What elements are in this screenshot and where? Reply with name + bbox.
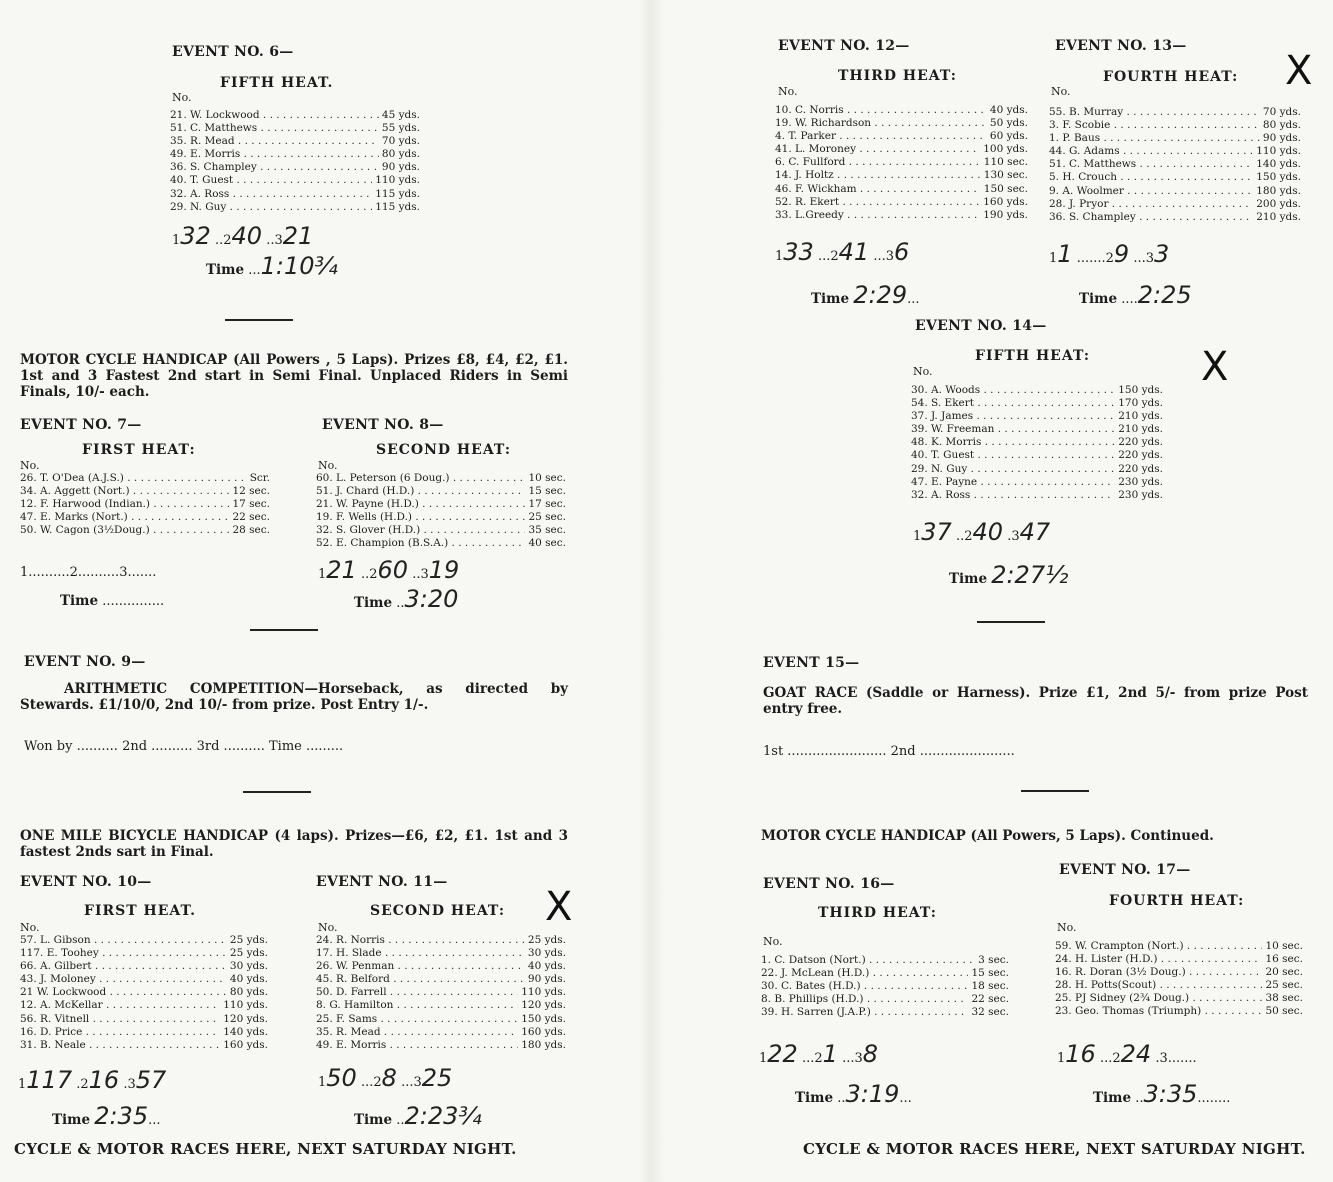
event-17-third: .......: [1167, 1051, 1197, 1066]
entry-row: 50. W. Cagon (3½Doug.) . . . 28 sec.: [20, 524, 270, 537]
event-8-time: Time ..3:20: [354, 585, 459, 613]
entry-row: 32. A. Ross . . . 115 yds.: [170, 188, 420, 201]
event-9-results-line: Won by .......... 2nd .......... 3rd .......... Time .........: [24, 739, 344, 754]
entry-row: 32. A. Ross . . . 230 yds.: [911, 489, 1163, 502]
entry-row: 32. S. Glover (H.D.) . . . 35 sec.: [316, 524, 566, 537]
entry-row: 37. J. James . . . 210 yds.: [911, 410, 1163, 423]
entry-row: 10. C. Norris . . . 40 yds.: [775, 104, 1028, 117]
event-11-third: 25: [421, 1064, 453, 1092]
event-11-second: 8: [381, 1064, 397, 1092]
entry-row: 34. A. Aggett (Nort.) . . . 12 sec.: [20, 485, 270, 498]
event-10-third: 57: [135, 1066, 167, 1094]
entry-row: 30. A. Woods . . . 150 yds.: [911, 384, 1163, 397]
event-12-second: 41: [838, 238, 870, 266]
event-10-no-label: No.: [20, 921, 40, 934]
entry-row: 29. N. Guy . . . 115 yds.: [170, 201, 420, 214]
event-11-heat: SECOND HEAT:: [370, 903, 506, 919]
event-10-time: Time 2:35...: [52, 1102, 161, 1130]
event-17-time: Time ..3:35........: [1093, 1080, 1231, 1108]
event-12-heat: THIRD HEAT:: [838, 68, 957, 84]
event-16-second: 1: [822, 1040, 838, 1068]
event-17-entries: [1055, 940, 1303, 1019]
event-11-places: 150 ...28 ...325: [318, 1064, 453, 1092]
event-16-heat: THIRD HEAT:: [818, 905, 937, 921]
entry-row: 3. F. Scobie . . . 80 yds.: [1049, 119, 1301, 132]
event-16-entries: [761, 954, 1009, 1019]
entry-row: 52. E. Champion (B.S.A.) . . . 40 sec.: [316, 537, 566, 550]
entry-row: 39. W. Freeman . . . 210 yds.: [911, 423, 1163, 436]
event-13-time: Time ....2:25: [1079, 281, 1192, 309]
event-8-time-value: 3:20: [404, 585, 459, 613]
entry-row: 43. J. Moloney . . . 40 yds.: [20, 973, 268, 986]
event-17-time-value: 3:35: [1143, 1080, 1198, 1108]
event-14-first: 37: [921, 518, 952, 546]
entry-row: 56. R. Vitnell . . . 120 yds.: [20, 1013, 268, 1026]
event-10-heat: FIRST HEAT.: [84, 903, 197, 919]
event-14-no-label: No.: [913, 365, 933, 378]
entry-row: 49. E. Morris . . . 180 yds.: [316, 1039, 566, 1052]
entry-row: 16. D. Price . . . 140 yds.: [20, 1026, 268, 1039]
event-16-title: EVENT NO. 16—: [763, 876, 895, 892]
entry-row: 57. L. Gibson . . . 25 yds.: [20, 934, 268, 947]
event-12-third: 6: [894, 238, 910, 266]
entry-row: 19. F. Wells (H.D.) . . . 25 sec.: [316, 511, 566, 524]
entry-row: 52. R. Ekert . . . 160 yds.: [775, 196, 1028, 209]
event-9-description: ARITHMETIC COMPETITION—Horseback, as directed by Stewards. £1/10/0, 2nd 10/- from prize. Post Entry 1/-.: [20, 681, 568, 713]
event-13-title: EVENT NO. 13—: [1055, 38, 1187, 54]
event-17-heat: FOURTH HEAT:: [1109, 893, 1245, 909]
event-8-third: 19: [428, 556, 460, 584]
event-14-third: 47: [1019, 518, 1051, 546]
event-15-title: EVENT 15—: [763, 655, 860, 671]
event-12-places: 133 ...241 ...36: [775, 238, 910, 266]
event-8-second: 60: [377, 556, 409, 584]
cross-mark: X: [545, 884, 573, 930]
entry-row: 4. T. Parker . . . 60 yds.: [775, 130, 1028, 143]
footer-notice: CYCLE & MOTOR RACES HERE, NEXT SATURDAY NIGHT.: [803, 1140, 1306, 1158]
entry-row: 40. T. Guest . . . 220 yds.: [911, 449, 1163, 462]
event-12-time: Time 2:29...: [811, 281, 920, 309]
event-6-title: EVENT NO. 6—: [172, 44, 294, 60]
event-13-third: 3: [1154, 240, 1170, 268]
event-13-entries: [1049, 106, 1301, 224]
event-14-heat: FIFTH HEAT:: [975, 348, 1091, 364]
event-6-time-value: 1:10¾: [260, 252, 338, 280]
entry-row: 48. K. Morris . . . 220 yds.: [911, 436, 1163, 449]
entry-row: 12. A. McKellar . . . 110 yds.: [20, 999, 268, 1012]
entry-row: 25. F. Sams . . . 150 yds.: [316, 1013, 566, 1026]
event-10-time-value: 2:35: [94, 1102, 149, 1130]
event-13-time-value: 2:25: [1137, 281, 1192, 309]
event-6-heat: FIFTH HEAT.: [220, 75, 334, 91]
entry-row: 14. J. Holtz . . . 130 sec.: [775, 169, 1028, 182]
entry-row: 35. R. Mead . . . 70 yds.: [170, 135, 420, 148]
event-13-no-label: No.: [1051, 85, 1071, 98]
entry-row: 50. D. Farrell . . . 110 yds.: [316, 986, 566, 999]
event-6-entries: [170, 109, 420, 214]
event-7-no-label: No.: [20, 459, 40, 472]
event-13-heat: FOURTH HEAT:: [1103, 69, 1239, 85]
event-12-time-value: 2:29: [853, 281, 908, 309]
event-15-results-line: 1st ........................ 2nd .......................: [763, 744, 1015, 759]
right-page: [665, 0, 1333, 1182]
event-14-time-value: 2:27½: [991, 561, 1069, 589]
event-13-first: 1: [1057, 240, 1073, 268]
entry-row: 21. W. Lockwood . . . 45 yds.: [170, 109, 420, 122]
event-16-time-value: 3:19: [845, 1080, 900, 1108]
motor-cycle-continued-header: MOTOR CYCLE HANDICAP (All Powers, 5 Laps). Continued.: [761, 828, 1214, 844]
entry-row: 8. G. Hamilton . . . 120 yds.: [316, 999, 566, 1012]
divider: [225, 319, 293, 321]
entry-row: 47. E. Payne . . . 230 yds.: [911, 476, 1163, 489]
entry-row: 33. L.Greedy . . . 190 yds.: [775, 209, 1028, 222]
event-7-places: 1..........2..........3.......: [20, 565, 157, 580]
entry-row: 51. J. Chard (H.D.) . . . 15 sec.: [316, 485, 566, 498]
entry-row: 41. L. Moroney . . . 100 yds.: [775, 143, 1028, 156]
event-12-entries: [775, 104, 1028, 222]
event-11-title: EVENT NO. 11—: [316, 874, 448, 890]
entry-row: 55. B. Murray . . . 70 yds.: [1049, 106, 1301, 119]
event-17-second: 24: [1120, 1040, 1152, 1068]
entry-row: 39. H. Sarren (J.A.P.) . . . 32 sec.: [761, 1006, 1009, 1019]
event-10-places: 1117 .216 .357: [18, 1066, 167, 1094]
event-6-no-label: No.: [172, 91, 192, 104]
event-10-title: EVENT NO. 10—: [20, 874, 152, 890]
entry-row: 29. N. Guy . . . 220 yds.: [911, 463, 1163, 476]
entry-row: 51. C. Matthews . . . 55 yds.: [170, 122, 420, 135]
bicycle-handicap-header: ONE MILE BICYCLE HANDICAP (4 laps). Prizes—£6, £2, £1. 1st and 3 fastest 2nds sart in Final.: [20, 828, 568, 860]
event-7-entries: [20, 472, 270, 537]
event-7-heat: FIRST HEAT:: [82, 442, 196, 458]
event-17-title: EVENT NO. 17—: [1059, 862, 1191, 878]
divider: [243, 791, 311, 793]
event-8-entries: [316, 472, 566, 551]
event-12-no-label: No.: [778, 85, 798, 98]
entry-row: 66. A. Gilbert . . . 30 yds.: [20, 960, 268, 973]
event-15-description: GOAT RACE (Saddle or Harness). Prize £1, 2nd 5/- from prize Post entry free.: [763, 685, 1308, 717]
event-11-time-value: 2:23¾: [404, 1102, 482, 1130]
event-12-first: 33: [783, 238, 814, 266]
page-fold: [640, 0, 665, 1182]
event-6-third: 21: [282, 222, 314, 250]
event-11-no-label: No.: [318, 921, 338, 934]
event-7-title: EVENT NO. 7—: [20, 417, 142, 433]
entry-row: 23. Geo. Thomas (Triumph) . . . 50 sec.: [1055, 1005, 1303, 1018]
divider: [250, 629, 318, 631]
entry-row: 54. S. Ekert . . . 170 yds.: [911, 397, 1163, 410]
entry-row: 19. W. Richardson . . . 50 yds.: [775, 117, 1028, 130]
entry-row: 8. B. Phillips (H.D.) . . . 22 sec.: [761, 993, 1009, 1006]
event-8-title: EVENT NO. 8—: [322, 417, 444, 433]
motor-cycle-handicap-header: MOTOR CYCLE HANDICAP (All Powers , 5 Laps). Prizes £8, £4, £2, £1. 1st and 3 Fastest 2nd start in Semi Final. Unplaced Riders in Semi Finals, 10/- each.: [20, 352, 568, 400]
event-9-title: EVENT NO. 9—: [24, 654, 146, 670]
divider: [1021, 790, 1089, 792]
event-14-title: EVENT NO. 14—: [915, 318, 1047, 334]
entry-row: 22. J. McLean (H.D.) . . . 15 sec.: [761, 967, 1009, 980]
event-8-heat: SECOND HEAT:: [376, 442, 512, 458]
event-17-places: 116 ...224 .3.......: [1057, 1040, 1197, 1068]
entry-row: 24. R. Norris . . . 25 yds.: [316, 934, 566, 947]
entry-row: 117. E. Toohey . . . 25 yds.: [20, 947, 268, 960]
event-11-first: 50: [326, 1064, 357, 1092]
event-10-second: 16: [88, 1066, 120, 1094]
event-17-first: 16: [1065, 1040, 1096, 1068]
entry-row: 36. S. Champley . . . 90 yds.: [170, 161, 420, 174]
entry-row: 59. W. Crampton (Nort.) . . . 10 sec.: [1055, 940, 1303, 953]
entry-row: 31. B. Neale . . . 160 yds.: [20, 1039, 268, 1052]
entry-row: 5. H. Crouch . . . 150 yds.: [1049, 171, 1301, 184]
event-16-first: 22: [767, 1040, 798, 1068]
entry-row: 1. P. Baus . . . 90 yds.: [1049, 132, 1301, 145]
entry-row: 35. R. Mead . . . 160 yds.: [316, 1026, 566, 1039]
event-16-time: Time ..3:19...: [795, 1080, 912, 1108]
entry-row: 36. S. Champley . . . 210 yds.: [1049, 211, 1301, 224]
footer-notice: CYCLE & MOTOR RACES HERE, NEXT SATURDAY NIGHT.: [14, 1140, 517, 1158]
entry-row: 40. T. Guest . . . 110 yds.: [170, 174, 420, 187]
entry-row: 21. W. Payne (H.D.) . . . 17 sec.: [316, 498, 566, 511]
event-6-places: 132 ..240 ..321: [172, 222, 314, 250]
entry-row: 12. F. Harwood (Indian.) . . . 17 sec.: [20, 498, 270, 511]
event-16-no-label: No.: [763, 935, 783, 948]
event-11-entries: [316, 934, 566, 1052]
entry-row: 45. R. Belford . . . 90 yds.: [316, 973, 566, 986]
event-14-places: 137 ..240 .347: [913, 518, 1051, 546]
event-16-places: 122 ...21 ...38: [759, 1040, 879, 1068]
entry-row: 1. C. Datson (Nort.) . . . 3 sec.: [761, 954, 1009, 967]
entry-row: 28. J. Pryor . . . 200 yds.: [1049, 198, 1301, 211]
event-12-title: EVENT NO. 12—: [778, 38, 910, 54]
event-13-second: 9: [1113, 240, 1130, 268]
event-8-no-label: No.: [318, 459, 338, 472]
event-17-no-label: No.: [1057, 921, 1077, 934]
event-7-time: Time ...............: [60, 593, 165, 609]
entry-row: 6. C. Fullford . . . 110 sec.: [775, 156, 1028, 169]
entry-row: 51. C. Matthews . . . 140 yds.: [1049, 158, 1301, 171]
entry-row: 24. H. Lister (H.D.) . . . 16 sec.: [1055, 953, 1303, 966]
event-8-first: 21: [326, 556, 357, 584]
entry-row: 26. T. O'Dea (A.J.S.) . . . Scr.: [20, 472, 270, 485]
cross-mark: X: [1201, 344, 1229, 390]
entry-row: 26. W. Penman . . . 40 yds.: [316, 960, 566, 973]
event-11-time: Time ..2:23¾: [354, 1102, 482, 1130]
event-16-third: 8: [862, 1040, 879, 1068]
event-10-first: 117: [26, 1066, 73, 1094]
event-6-time: Time ...1:10¾: [206, 252, 338, 280]
entry-row: 16. R. Doran (3½ Doug.) . . . 20 sec.: [1055, 966, 1303, 979]
divider: [977, 621, 1045, 623]
entry-row: 49. E. Morris . . . 80 yds.: [170, 148, 420, 161]
entry-row: 17. H. Slade . . . 30 yds.: [316, 947, 566, 960]
cross-mark: X: [1285, 48, 1313, 94]
event-14-time: Time 2:27½: [949, 561, 1069, 589]
entry-row: 25. PJ Sidney (2¾ Doug.) . . . 38 sec.: [1055, 992, 1303, 1005]
entry-row: 21 W. Lockwood . . . 80 yds.: [20, 986, 268, 999]
event-13-places: 11 .......29 ...33: [1049, 240, 1170, 268]
event-14-entries: [911, 384, 1163, 502]
event-14-second: 40: [972, 518, 1004, 546]
entry-row: 47. E. Marks (Nort.) . . . 22 sec.: [20, 511, 270, 524]
entry-row: 9. A. Woolmer . . . 180 yds.: [1049, 185, 1301, 198]
event-8-places: 121 ..260 ..319: [318, 556, 460, 584]
entry-row: 44. G. Adams . . . 110 yds.: [1049, 145, 1301, 158]
entry-row: 30. C. Bates (H.D.) . . . 18 sec.: [761, 980, 1009, 993]
event-6-first: 32: [180, 222, 211, 250]
entry-row: 28. H. Potts(Scout) . . . 25 sec.: [1055, 979, 1303, 992]
event-10-entries: [20, 934, 268, 1052]
entry-row: 46. F. Wickham . . . 150 sec.: [775, 183, 1028, 196]
left-page: [0, 0, 640, 1182]
event-6-second: 40: [231, 222, 263, 250]
entry-row: 60. L. Peterson (6 Doug.) . . . 10 sec.: [316, 472, 566, 485]
